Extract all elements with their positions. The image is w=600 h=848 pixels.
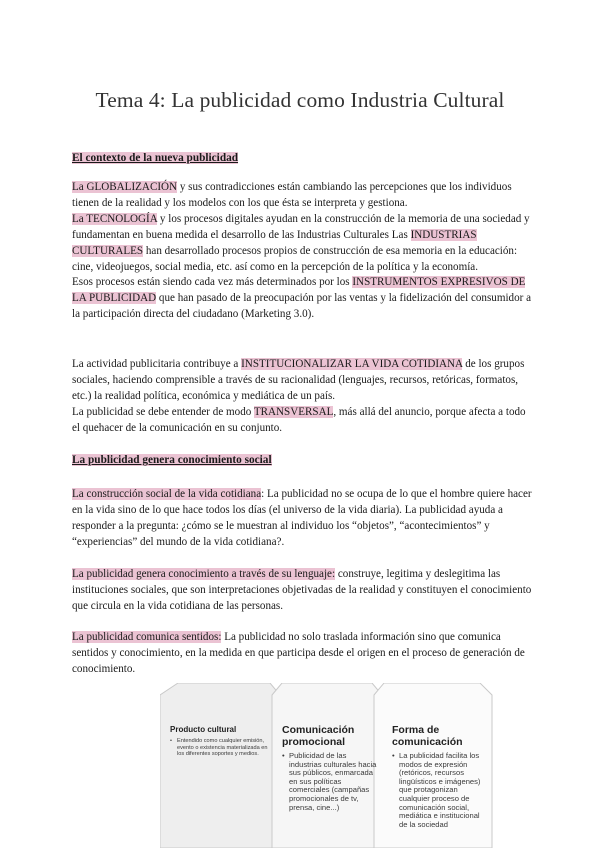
highlight-transversal: TRANSVERSAL [253,405,334,418]
paragraph-activity [72,357,534,437]
paragraph-senses [72,630,534,678]
text: La actividad publicitaria contribuye a [72,358,242,370]
highlight-instrumentos-expresivos: INSTRUMENTOS EXPRESIVOS DE LA PUBLICIDAD [72,276,526,305]
highlight-institucionalizar: INSTITUCIONALIZAR LA VIDA COTIDIANA [241,358,463,370]
figure-column-1 [170,724,276,758]
section-heading-knowledge: La publicidad genera conocimiento social [72,454,272,466]
figure-heading: Comunicación promocional [282,724,355,748]
section-heading-context: El contexto de la nueva publicidad [72,152,239,164]
paragraph-language [72,567,534,615]
text: , más allá del anuncio, porque afecta a todo el quehacer de la comunicación en su conjunto. [72,405,526,434]
highlight-construccion-social: La construcción social de la vida cotidiana [72,488,262,500]
text: y sus contradicciones están cambiando las percepciones que los individuos tienen de la realidad y los modelos con los que ésta se interpreta y gestiona. [72,181,512,209]
highlight-globalizacion: La GLOBALIZACIÓN [72,181,178,193]
figure-heading: Producto cultural [170,725,237,734]
text: de los grupos sociales, haciendo comprensible a través de su racionalidad (lenguajes, recursos, retóricas, formatos, etc.) la realidad política, económica y mediática de un país. [72,358,525,402]
text: que han pasado de la preocupación por las ventas y la fidelización del consumidor a la participación directa del ciudadano (Marketing 3.0). [72,292,532,321]
text: La publicidad no solo traslada información sino que comunica sentidos y conocimiento, en la medida en que participa desde el origen en el proceso de generación de conocimiento. [72,631,525,675]
figure-heading: Forma de comunicación [392,724,463,748]
figure-column-2 [282,724,377,812]
figure-list-item: • Entendido como cualquier emisión, evento o existencia materializada en los diferentes soportes y medios. [170,738,276,758]
figure-list [392,752,487,829]
figure-list [170,738,276,758]
highlight-sentidos: La publicidad comunica sentidos: [72,631,222,643]
figure-list-item: • Publicidad de las industrias culturales hacia sus públicos, enmarcada en sus políticas comerciales (campañas promocionales de tv, prensa, cine...) [282,752,377,812]
text: Esos procesos están siendo cada vez más determinados por los [72,276,353,289]
text: construye, legitima y deslegitima las instituciones sociales, que son interpretaciones objetivadas de la realidad y constituyen el conocimiento que circula en la vida cotidiana de las personas. [72,568,532,612]
figure-list [282,752,377,812]
paragraph-social-construction [72,487,534,551]
highlight-tecnologia: La TECNOLOGÍA [72,212,158,225]
text: han desarrollado procesos propios de construcción de esa memoria en la educación: cine, videojuegos, social media, etc. así como en la percepción de la política y la economía. [72,244,518,273]
figure-column-3 [392,724,487,829]
concept-figure [160,683,500,848]
document-title: Tema 4: La publicidad como Industria Cultural [95,88,505,112]
highlight-lenguaje: La publicidad genera conocimiento a través de su lenguaje: [72,568,336,580]
text: : La publicidad no se ocupa de lo que el hombre quiere hacer en la vida sino de lo que hace todos los días (el universo de la vida diaria). La publicidad ayuda a responder a la pregunta: ¿cómo se le muestran al individuo los “objetos”, “acontecimientos” y “experiencias” del mundo de la vida cotidiana?. [72,488,532,548]
highlight-industrias-culturales: INDUSTRIAS CULTURALES [72,228,477,257]
text: La publicidad se debe entender de modo [72,405,254,418]
paragraph-context [72,180,534,323]
text: y los procesos digitales ayudan en la construcción de la memoria de una sociedad y fundamentan en buena medida el desarrollo de las Industrias Culturales Las [72,212,530,241]
panel-producto-cultural [160,683,280,848]
figure-list-item: • La publicidad facilita los modos de expresión (retóricos, recursos lingüísticos e imágenes) que protagonizan cualquier proceso de comunicación social, mediática e institucional de la sociedad [392,752,487,829]
